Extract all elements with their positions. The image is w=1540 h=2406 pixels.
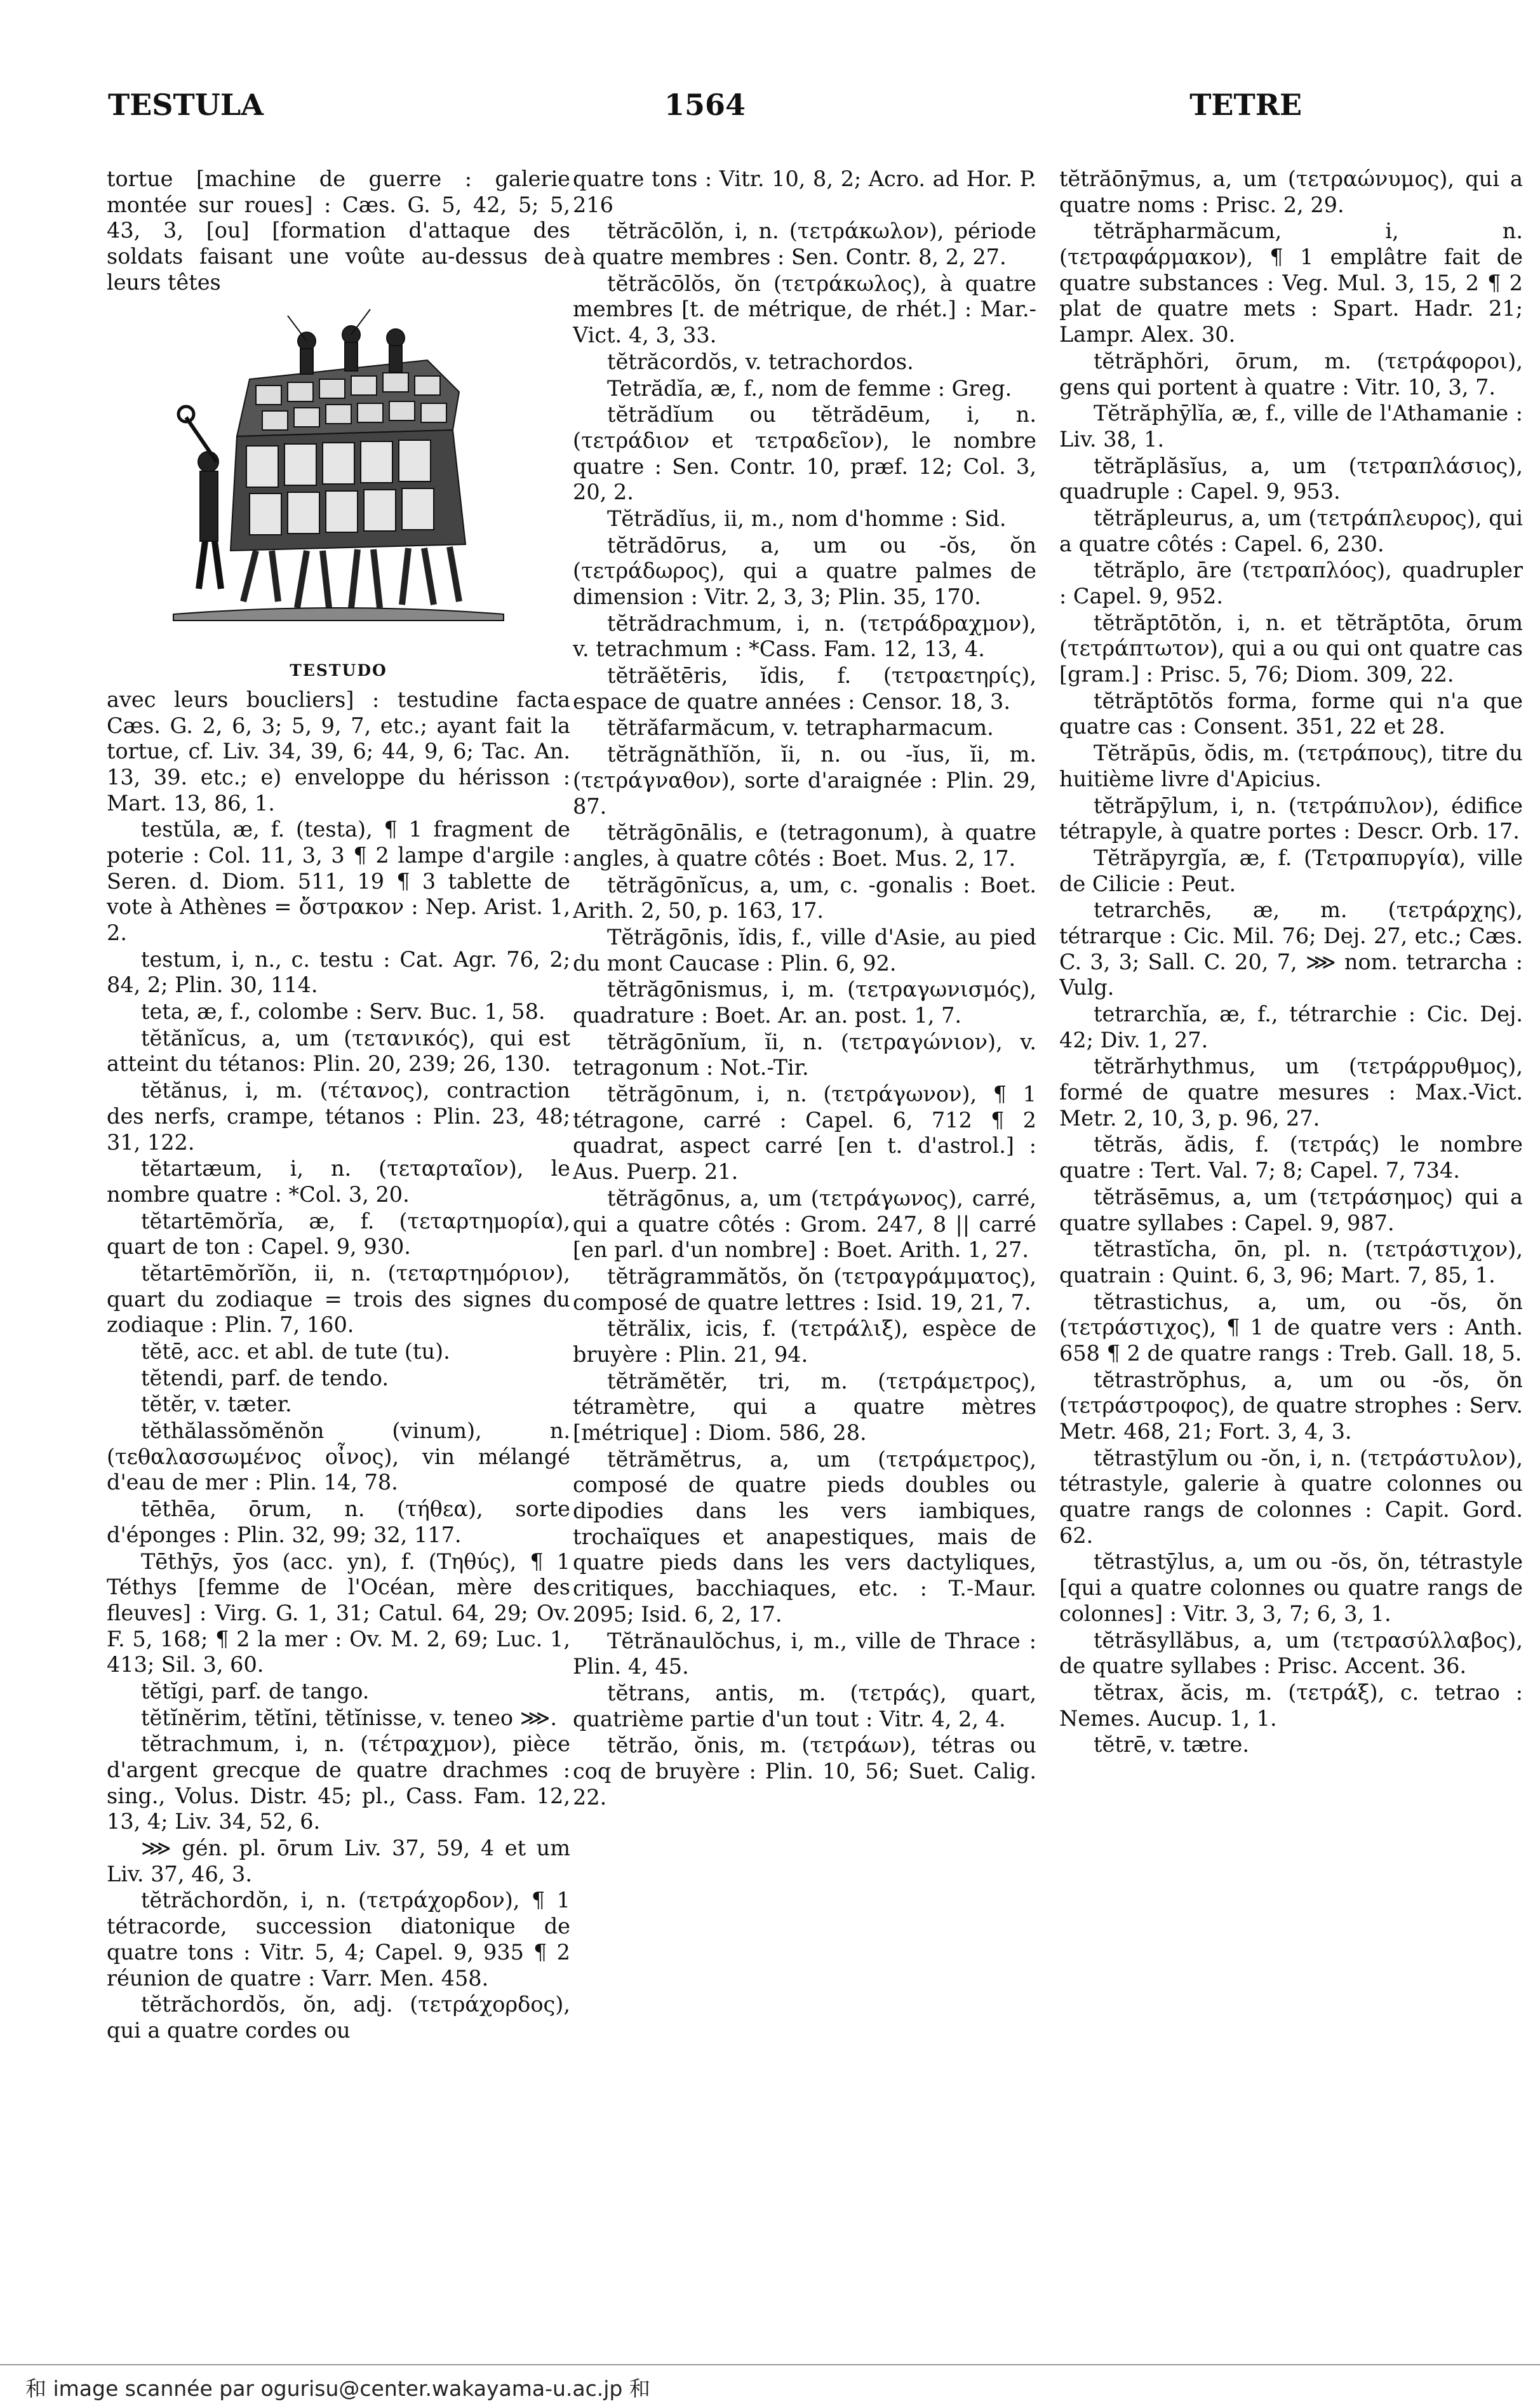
dictionary-entry: tetrarchĭa, æ, f., tétrarchie : Cic. Dej. 42; Div. 1, 27. [1059, 1002, 1523, 1052]
dictionary-entry: tĕtrastichus, a, um, ou -ŏs, ŏn (τετράστιχος), ¶ 1 de quatre vers : Anth. 658 ¶ 2 de quatre rangs : Treb. Gall. 18, 5. [1059, 1289, 1523, 1366]
scan-credit: 和 image scannée par ogurisu@center.wakayama-u.ac.jp 和 [25, 2376, 650, 2401]
dictionary-entry: tĕtrăo, ŏnis, m. (τετράων), tétras ou coq de bruyère : Plin. 10, 56; Suet. Calig. 22. [573, 1733, 1036, 1810]
dictionary-entry: avec leurs boucliers] : testudine facta Cæs. G. 2, 6, 3; 5, 9, 7, etc.; ayant fait la tortue, cf. Liv. 34, 39, 6; 44, 9, 6; Tac. An. 13, 39. etc.; e) enveloppe du hérisson : Mart. 13, 86, 1. [107, 687, 570, 816]
dictionary-entry: tēthēa, ōrum, n. (τήθεα), sorte d'éponges : Plin. 32, 99; 32, 117. [107, 1496, 570, 1547]
dictionary-entry: tĕtrăpȳlum, i, n. (τετράπυλον), édifice tétrapyle, à quatre portes : Descr. Orb. 17. [1059, 793, 1523, 844]
dictionary-entry: tĕtartēmŏrĭŏn, ii, n. (τεταρτημόριον), quart du zodiaque = trois des signes du zodiaque : Plin. 7, 160. [107, 1260, 570, 1338]
dictionary-entry: tĕtrăsēmus, a, um (τετράσημος) qui a quatre syllabes : Capel. 9, 987. [1059, 1184, 1523, 1235]
dictionary-entry: tĕtrăgōnĭcus, a, um, c. -gonalis : Boet. Arith. 2, 50, p. 163, 17. [573, 872, 1036, 924]
dictionary-entry: tĕthălassŏmĕnŏn (vinum), n. (τεθαλασσωμένος οἶνος), vin mélangé d'eau de mer : Plin. 14, 78. [107, 1418, 570, 1495]
dictionary-entry: tĕtrăsyllăbus, a, um (τετρασύλλαβος), de quatre syllabes : Prisc. Accent. 36. [1059, 1627, 1523, 1679]
dictionary-entry: tĕtrans, antis, m. (τετράς), quart, quatrième partie d'un tout : Vitr. 4, 2, 4. [573, 1680, 1036, 1731]
dictionary-entry: tĕtrăĕtēris, ĭdis, f. (τετραετηρίς), espace de quatre années : Censor. 18, 3. [573, 663, 1036, 714]
dictionary-entry: ⋙ gén. pl. ōrum Liv. 37, 59, 4 et um Liv. 37, 46, 3. [107, 1836, 570, 1886]
dictionary-entry: testŭla, æ, f. (testa), ¶ 1 fragment de poterie : Col. 11, 3, 3 ¶ 2 lampe d'argile : Seren. d. Diom. 511, 19 ¶ 3 tablette de vote à Athènes = ὄστρακον : Nep. Arist. 1, 2. [107, 817, 570, 945]
column-middle [573, 166, 1036, 2326]
running-head-left: TESTULA [108, 88, 264, 122]
dictionary-entry: Tĕtrăgōnis, ĭdis, f., ville d'Asie, au pied du mont Caucase : Plin. 6, 92. [573, 924, 1036, 976]
dictionary-entry: tĕtrastrŏphus, a, um ou -ŏs, ŏn (τετράστροφος), de quatre strophes : Serv. Metr. 468, 21; Fort. 3, 4, 3. [1059, 1367, 1523, 1444]
dictionary-entry: tĕtrăpleurus, a, um (τετράπλευρος), qui a quatre côtés : Capel. 6, 230. [1059, 505, 1523, 556]
running-head-right: TETRE [1189, 88, 1302, 122]
dictionary-entry: tĕtrăs, ădis, f. (τετράς) le nombre quatre : Tert. Val. 7; 8; Capel. 7, 734. [1059, 1132, 1523, 1183]
dictionary-entry: Tĕtrăphȳlĭa, æ, f., ville de l'Athamanie : Liv. 38, 1. [1059, 401, 1523, 452]
dictionary-entry: tĕtrăgrammătŏs, ŏn (τετραγράμματος), composé de quatre lettres : Isid. 19, 21, 7. [573, 1263, 1036, 1315]
dictionary-entry: tĕtrălix, icis, f. (τετράλιξ), espèce de bruyère : Plin. 21, 94. [573, 1316, 1036, 1367]
dictionary-entry: tĕtrăptōtŏs forma, forme qui n'a que quatre cas : Consent. 351, 22 et 28. [1059, 688, 1523, 739]
column-right [1059, 166, 1523, 2326]
dictionary-entry: quatre tons : Vitr. 10, 8, 2; Acro. ad Hor. P. 216 [573, 166, 1036, 217]
dictionary-entry: tĕtartæum, i, n. (τεταρταῖον), le nombre quatre : *Col. 3, 20. [107, 1156, 570, 1207]
dictionary-entry: tĕtendi, parf. de tendo. [141, 1365, 389, 1390]
dictionary-entry: tĕtrăgnăthĭŏn, ĭi, n. ou -ĭus, ĭi, m. (τετράγναθον), sorte d'araignée : Plin. 29, 87. [573, 742, 1036, 819]
dictionary-entry: tĕtartēmŏrĭa, æ, f. (τεταρτημορία), quart de ton : Capel. 9, 930. [107, 1208, 570, 1260]
dictionary-entry: tĕtrăptōtŏn, i, n. et tĕtrăptōta, ōrum (τετράπτωτον), qui a ou qui ont quatre cas [gram.] : Prisc. 5, 76; Diom. 309, 22. [1059, 610, 1523, 687]
dictionary-entry: tĕtrăphŏri, ōrum, m. (τετράφοροι), gens qui portent à quatre : Vitr. 10, 3, 7. [1059, 348, 1523, 400]
dictionary-entry: tĕtrăchordŏs, ŏn, adj. (τετράχορδος), qui a quatre cordes ou [107, 1992, 570, 2043]
dictionary-entry: Tĕtrănaulŏchus, i, m., ville de Thrace : Plin. 4, 45. [573, 1628, 1036, 1679]
dictionary-entry: tĕtrămĕtĕr, tri, m. (τετράμετρος), tétramètre, qui a quatre mètres [métrique] : Diom. 586, 28. [573, 1368, 1036, 1445]
dictionary-entry: tĕtrăgōnĭum, ĭi, n. (τετραγώνιον), v. tetragonum : Not.-Tir. [573, 1029, 1036, 1080]
dictionary-entry: tĕtrăgōnālis, e (tetragonum), à quatre angles, à quatre côtés : Boet. Mus. 2, 17. [573, 820, 1036, 871]
dictionary-entry: tĕtrăchordŏn, i, n. (τετράχορδον), ¶ 1 tétracorde, succession diatonique de quatre tons : Vitr. 5, 4; Capel. 9, 935 ¶ 2 réunion de quatre : Varr. Men. 458. [107, 1888, 570, 1991]
dictionary-entry: tĕtrastȳlus, a, um ou -ŏs, ŏn, tétrastyle [qui a quatre colonnes ou quatre rangs de colonnes] : Vitr. 3, 3, 7; 6, 3, 1. [1059, 1549, 1523, 1626]
dictionary-entry: tĕtrăgōnus, a, um (τετράγωνος), carré, qui a quatre côtés : Grom. 247, 8 || carré [en parl. d'un nombre] : Boet. Arith. 1, 27. [573, 1185, 1036, 1263]
dictionary-entry: tĕtrădōrus, a, um ou -ŏs, ŏn (τετράδωρος), qui a quatre palmes de dimension : Vitr. 2, 3, 3; Plin. 35, 170. [573, 532, 1036, 609]
page-number: 1564 [664, 88, 746, 122]
dictionary-entry: tĕtrax, ăcis, m. (τετράξ), c. tetrao : Nemes. Aucup. 1, 1. [1059, 1679, 1523, 1731]
dictionary-entry: Tĕtrădĭus, ii, m., nom d'homme : Sid. [607, 506, 1007, 531]
testudo-engraving-icon [161, 303, 516, 659]
dictionary-entry: tĕtănĭcus, a, um (τετανικός), qui est atteint du tétanos: Plin. 20, 239; 26, 130. [107, 1025, 570, 1077]
dictionary-entry: tĕtrăcordŏs, v. tetrachordos. [607, 349, 914, 374]
dictionary-entry: testum, i, n., c. testu : Cat. Agr. 76, 2; 84, 2; Plin. 30, 114. [107, 946, 570, 998]
dictionary-entry: tĕtrăcōlŏn, i, n. (τετράκωλον), période à quatre membres : Sen. Contr. 8, 2, 27. [573, 218, 1036, 270]
dictionary-entry: tĕtrăgōnum, i, n. (τετράγωνον), ¶ 1 tétragone, carré : Capel. 6, 712 ¶ 2 quadrat, aspect carré [en t. d'astrol.] : Aus. Puerp. 21. [573, 1082, 1036, 1185]
dictionary-entry: Tĕtrăpyrgĭa, æ, f. (Τετραπυργία), ville de Cilicie : Peut. [1059, 845, 1523, 896]
dictionary-entry: tĕtrămĕtrus, a, um (τετράμετρος), composé de quatre pieds doubles ou dipodies dans les vers iambiques, trochaïques et anapestiques, mais de quatre pieds dans les vers dactyliques, critiques, bacchiaques, etc. : T.-Maur. 2095; Isid. 6, 2, 17. [573, 1446, 1036, 1627]
footer-divider [0, 2364, 1540, 2365]
dictionary-entry: tĕtĭnĕrim, tĕtĭni, tĕtĭnisse, v. teneo ⋙. [141, 1705, 558, 1730]
dictionary-entry: tĕtĭgi, parf. de tango. [141, 1678, 370, 1704]
dictionary-entry: tĕtrăplăsĭus, a, um (τετραπλάσιος), quadruple : Capel. 9, 953. [1059, 453, 1523, 504]
dictionary-entry: tĕtrē, v. tætre. [1094, 1732, 1250, 1757]
dictionary-entry: tĕtrastȳlum ou -ŏn, i, n. (τετράστυλον), tétrastyle, galerie à quatre colonnes ou quatre rangs de colonnes : Capit. Gord. 62. [1059, 1445, 1523, 1548]
dictionary-entry: Tēthȳs, ȳos (acc. yn), f. (Τηθύς), ¶ 1 Téthys [femme de l'Océan, mère des fleuves] : Virg. G. 1, 31; Catul. 64, 29; Ov. F. 5, 168; ¶ 2 la mer : Ov. M. 2, 69; Luc. 1, 413; Sil. 3, 60. [107, 1549, 570, 1677]
dictionary-entry: tortue [machine de guerre : galerie montée sur roues] : Cæs. G. 5, 42, 5; 5, 43, 3, [ou] [formation d'attaque des soldats faisant une voûte au-dessus de leurs têtes [107, 166, 570, 295]
illustration-caption: TESTUDO [290, 661, 387, 680]
dictionary-entry: Tetrădĭa, æ, f., nom de femme : Greg. [607, 375, 1012, 401]
dictionary-entry: tĕtrădrachmum, i, n. (τετράδραχμον), v. tetrachmum : *Cass. Fam. 12, 13, 4. [573, 610, 1036, 662]
dictionary-entry: tĕtrăfarmăcum, v. tetrapharmacum. [607, 715, 994, 741]
dictionary-entry: tĕtē, acc. et abl. de tute (tu). [141, 1339, 450, 1364]
dictionary-entry: tĕtrachmum, i, n. (τέτραχμον), pièce d'argent grecque de quatre drachmes : sing., Volus. Distr. 45; pl., Cass. Fam. 12, 13, 4; Liv. 34, 52, 6. [107, 1731, 570, 1834]
dictionary-entry: tĕtrastĭcha, ōn, pl. n. (τετράστιχον), quatrain : Quint. 6, 3, 96; Mart. 7, 85, 1. [1059, 1237, 1523, 1287]
dictionary-entry: tĕtănus, i, m. (τέτανος), contraction des nerfs, crampe, tétanos : Plin. 23, 48; 31, 122. [107, 1078, 570, 1155]
testudo-illustration [107, 303, 570, 659]
dictionary-entry: teta, æ, f., colombe : Serv. Buc. 1, 58. [141, 999, 546, 1025]
page-header [108, 88, 1302, 132]
dictionary-entry: tĕtrăcōlŏs, ŏn (τετράκωλος), à quatre membres [t. de métrique, de rhét.] : Mar.-Vict. 4, 3, 33. [573, 271, 1036, 348]
dictionary-entry: tĕtrăgōnismus, i, m. (τετραγωνισμός), quadrature : Boet. Ar. an. post. 1, 7. [573, 977, 1036, 1028]
dictionary-entry: tĕtĕr, v. tæter. [141, 1392, 292, 1417]
dictionary-entry: tĕtrăōnȳmus, a, um (τετραώνυμος), qui a quatre noms : Prisc. 2, 29. [1059, 166, 1523, 217]
dictionary-entry: tĕtrărhythmus, um (τετράρρυθμος), formé de quatre mesures : Max.-Vict. Metr. 2, 10, 3, p. 96, 27. [1059, 1054, 1523, 1131]
dictionary-entry: tetrarchēs, æ, m. (τετράρχης), tétrarque : Cic. Mil. 76; Dej. 27, etc.; Cæs. C. 3, 3; Sall. C. 20, 7, ⋙ nom. tetrarcha : Vulg. [1059, 897, 1523, 1000]
dictionary-entry: Tĕtrăpūs, ŏdis, m. (τετράπους), titre du huitième livre d'Apicius. [1059, 741, 1523, 791]
dictionary-entry: tĕtrăpharmăcum, i, n. (τετραφάρμακον), ¶ 1 emplâtre fait de quatre substances : Veg. Mul. 3, 15, 2 ¶ 2 plat de quatre mets : Spart. Hadr. 21; Lampr. Alex. 30. [1059, 218, 1523, 347]
dictionary-entry: tĕtrădĭum ou tĕtrădēum, i, n. (τετράδιον et τετραδεῖον), le nombre quatre : Sen. Contr. 10, præf. 12; Col. 3, 20, 2. [573, 402, 1036, 505]
column-left [107, 166, 570, 2326]
dictionary-entry: tĕtrăplo, āre (τετραπλόος), quadrupler : Capel. 9, 952. [1059, 558, 1523, 608]
